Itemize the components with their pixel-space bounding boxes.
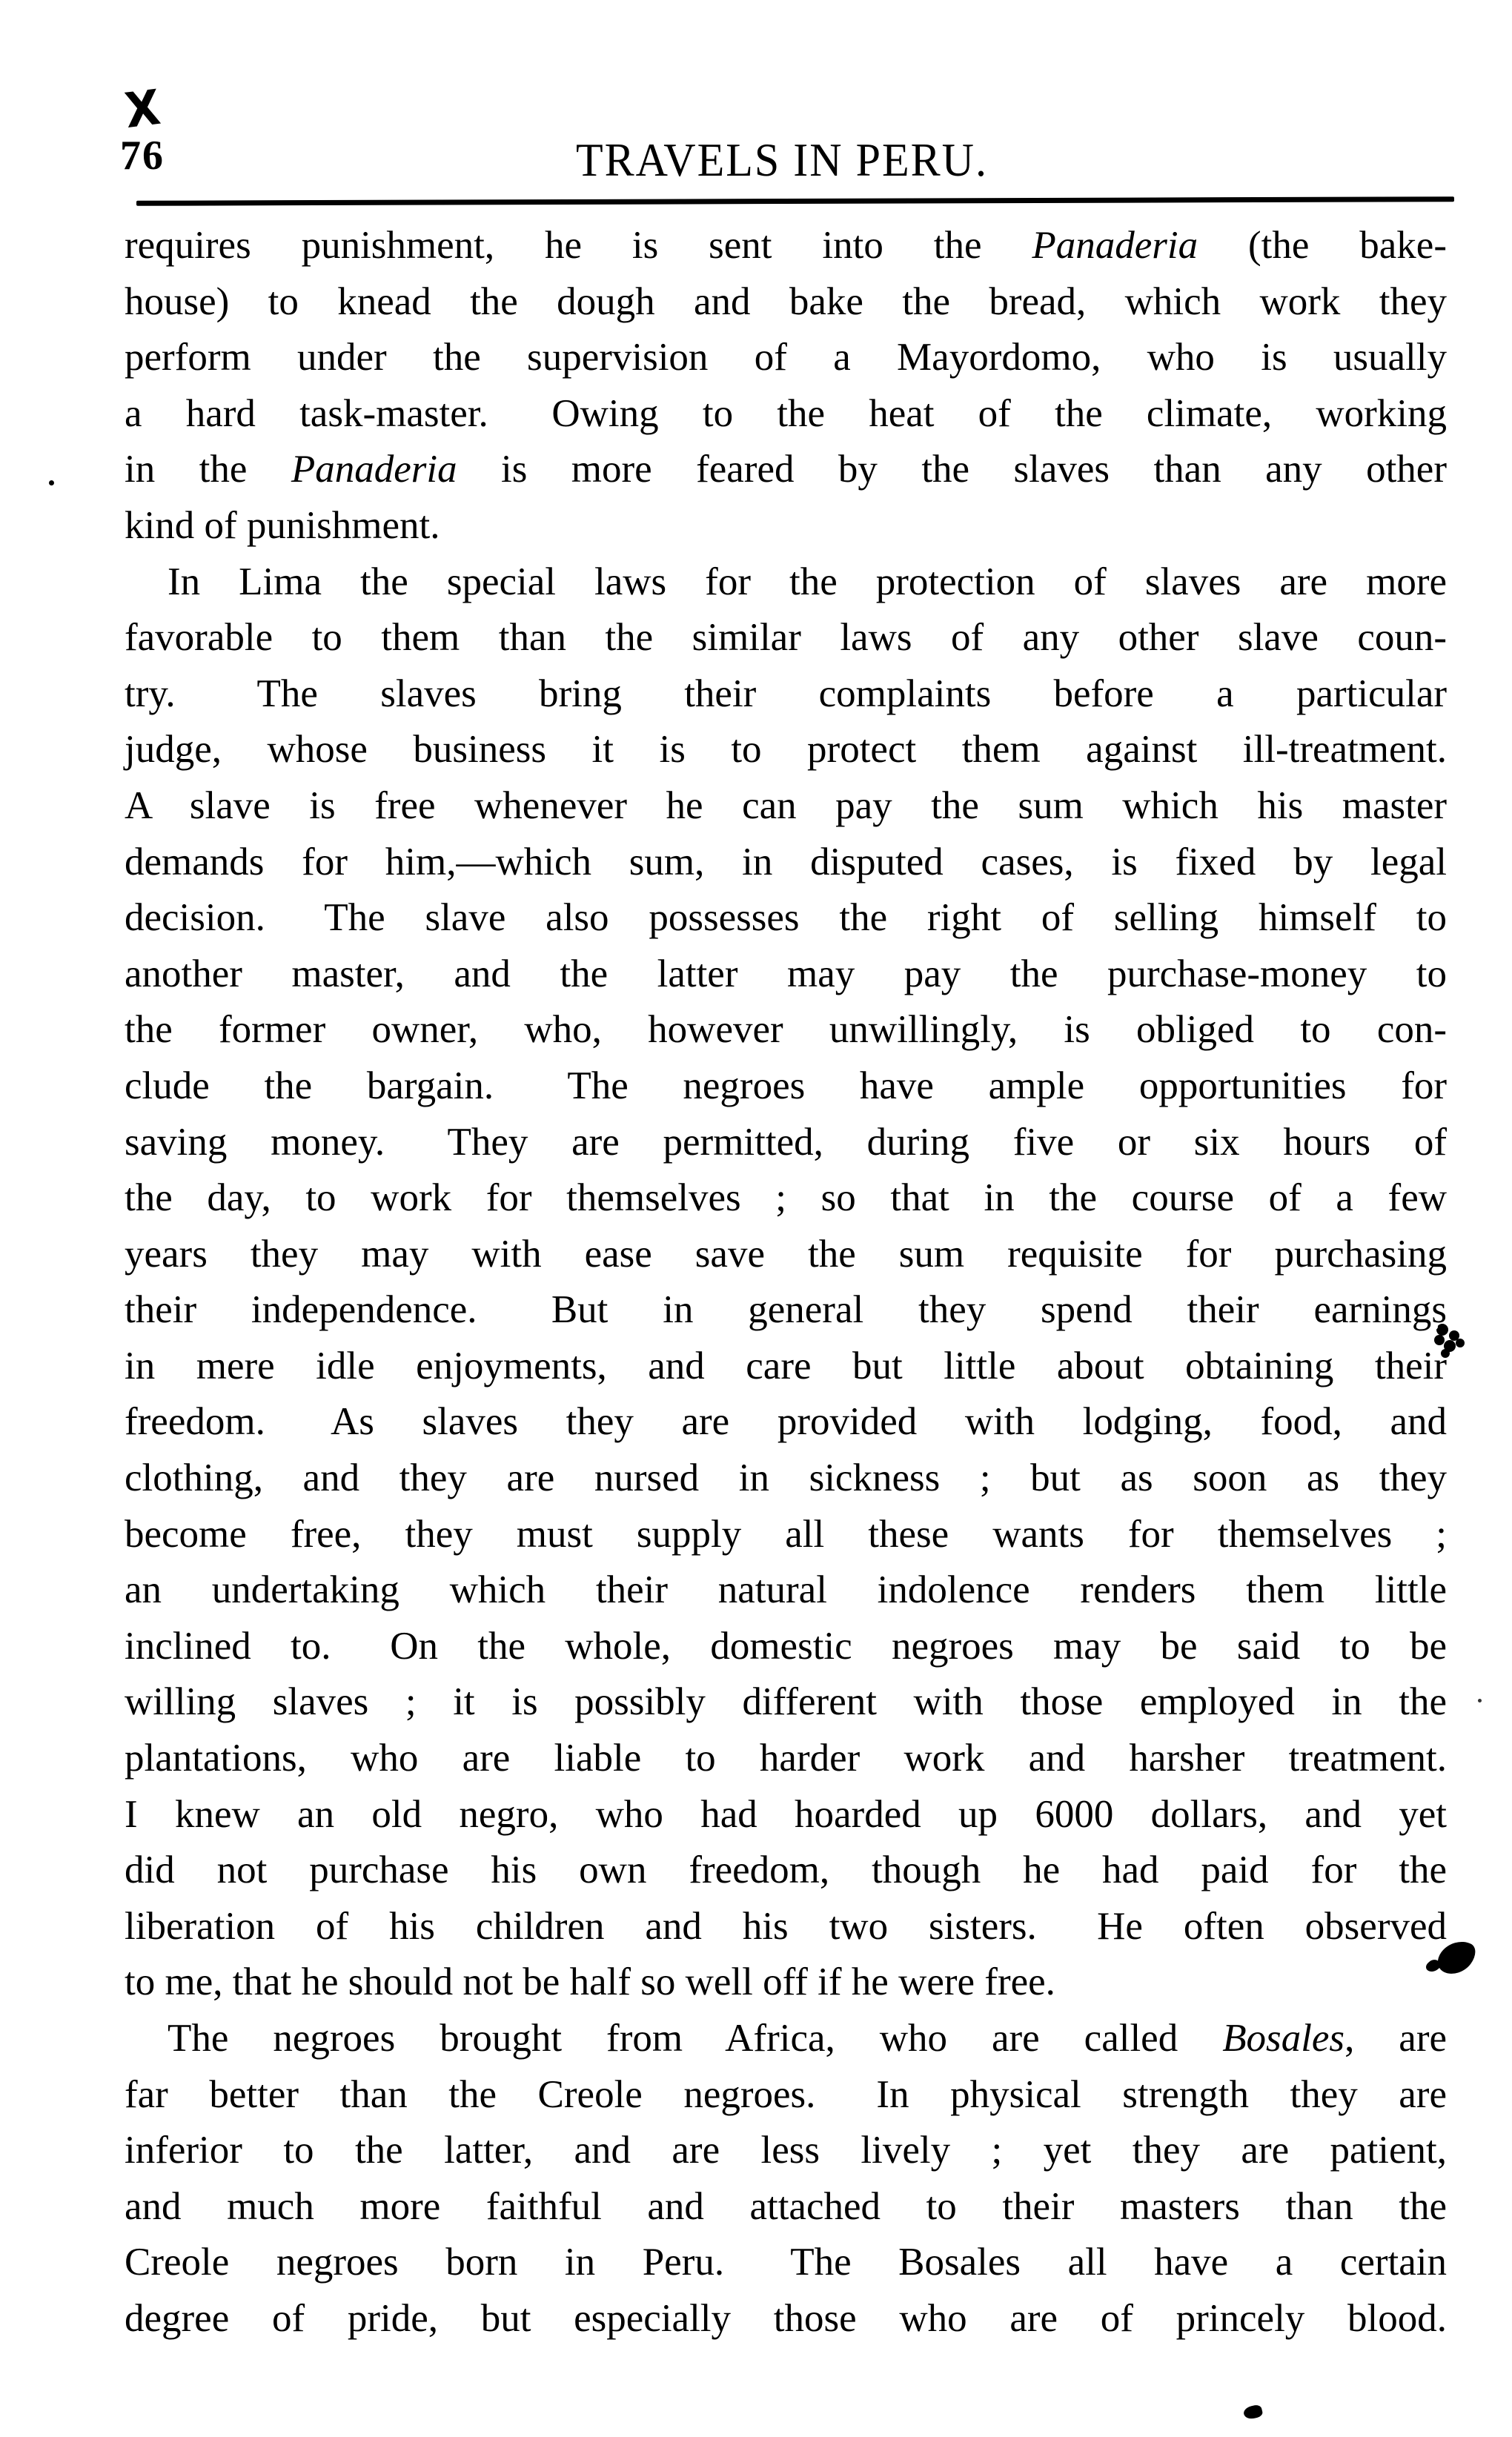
text-segment: , are xyxy=(1344,2017,1447,2060)
text-line xyxy=(125,1562,1447,1619)
text-line xyxy=(125,1282,1447,1339)
text-line xyxy=(125,722,1447,778)
body-text xyxy=(125,218,1447,2347)
text-line xyxy=(125,1899,1447,1955)
text-line xyxy=(125,330,1447,386)
text-line xyxy=(125,386,1447,442)
text-segment: a hard task-master. Owing to the heat of the climate, working xyxy=(125,391,1447,435)
text-line xyxy=(125,2291,1447,2347)
text-line xyxy=(125,666,1447,723)
text-segment: plantations, who are liable to harder work and harsher treatment. xyxy=(125,1737,1447,1780)
text-line xyxy=(125,554,1447,611)
ink-speckle-right-margin xyxy=(1432,1324,1438,1330)
text-line xyxy=(125,1450,1447,1507)
text-segment: decision. The slave also possesses the right of selling himself to xyxy=(125,896,1447,940)
text-line xyxy=(125,890,1447,946)
text-segment: Creole negroes born in Peru. The Bosales all have a certain xyxy=(125,2241,1447,2284)
text-segment: try. The slaves bring their complaints before a particular xyxy=(125,672,1447,715)
text-line xyxy=(125,1954,1447,2011)
text-line xyxy=(125,1394,1447,1450)
text-line xyxy=(125,946,1447,1003)
text-segment: requires punishment, he is sent into the xyxy=(125,224,1032,267)
text-segment: become free, they must supply all these wants for themselves ; xyxy=(125,1512,1447,1556)
text-segment: demands for him,—which sum, in disputed cases, is fixed by legal xyxy=(125,840,1447,883)
text-segment: inclined to. On the whole, domestic negroes may be said to be xyxy=(125,1624,1447,1668)
text-segment: house) to knead the dough and bake the bread, which work they xyxy=(125,279,1447,323)
text-segment: years they may with ease save the sum requisite for purchasing xyxy=(125,1232,1447,1276)
header-rule xyxy=(136,196,1454,206)
text-line xyxy=(125,498,1447,554)
text-segment: The negroes brought from Africa, who are called xyxy=(168,2017,1223,2060)
text-segment: judge, whose business it is to protect them against ill-treatment. xyxy=(125,728,1447,772)
text-segment: A slave is free whenever he can pay the sum which his master xyxy=(125,783,1447,827)
text-line xyxy=(125,1115,1447,1171)
text-segment: liberation of his children and his two sisters. He often observed xyxy=(125,1904,1447,1948)
text-segment: to me, that he should not be half so well off if he were free. xyxy=(125,1960,1055,2004)
text-segment: saving money. They are permitted, during five or six hours of xyxy=(125,1120,1447,1164)
text-segment: another master, and the latter may pay the purchase-money to xyxy=(125,952,1447,995)
text-segment: (the bake- xyxy=(1198,224,1447,267)
text-segment: and much more faithful and attached to their masters than the xyxy=(125,2184,1447,2228)
text-line xyxy=(125,1170,1447,1227)
italic-text-segment: Panaderia xyxy=(291,448,457,491)
text-line xyxy=(125,1619,1447,1675)
text-line xyxy=(125,1002,1447,1058)
text-line xyxy=(125,274,1447,331)
text-segment: favorable to them than the similar laws of any other slave coun- xyxy=(125,616,1447,660)
text-line xyxy=(125,1674,1447,1731)
text-segment: freedom. As slaves they are provided with lodging, food, and xyxy=(125,1400,1447,1444)
italic-text-segment: Panaderia xyxy=(1032,224,1198,267)
text-segment: far better than the Creole negroes. In physical strength they are xyxy=(125,2072,1447,2116)
text-segment: is more feared by the slaves than any other xyxy=(457,448,1447,491)
text-line xyxy=(125,610,1447,666)
ink-blot-bottom xyxy=(1242,2404,1263,2421)
text-segment: the former owner, who, however unwillingly, is obliged to con- xyxy=(125,1008,1447,1052)
text-segment: kind of punishment. xyxy=(125,503,440,547)
ink-dot-right-margin xyxy=(1478,1699,1482,1702)
text-segment: in mere idle enjoyments, and care but little about obtaining their xyxy=(125,1344,1447,1387)
text-line xyxy=(125,1731,1447,1787)
text-line xyxy=(125,442,1447,498)
text-line xyxy=(125,2011,1447,2067)
text-line xyxy=(125,835,1447,891)
text-line xyxy=(125,2067,1447,2123)
text-line xyxy=(125,1227,1447,1283)
text-segment: degree of pride, but especially those who are of princely blood. xyxy=(125,2296,1447,2340)
text-segment: an undertaking which their natural indolence renders them little xyxy=(125,1568,1447,1612)
text-segment: I knew an old negro, who had hoarded up 6000 dollars, and yet xyxy=(125,1792,1447,1836)
text-segment: clude the bargain. The negroes have ample opportunities for xyxy=(125,1064,1447,1107)
text-line xyxy=(125,2123,1447,2179)
text-line xyxy=(125,2235,1447,2291)
italic-text-segment: Bosales xyxy=(1222,2017,1345,2060)
text-line xyxy=(125,778,1447,835)
text-line xyxy=(125,1787,1447,1843)
text-segment: the day, to work for themselves ; so that in the course of a few xyxy=(125,1176,1447,1220)
text-line xyxy=(125,218,1447,274)
text-line xyxy=(125,2179,1447,2235)
text-line xyxy=(125,1843,1447,1899)
text-segment: clothing, and they are nursed in sickness ; but as soon as they xyxy=(125,1456,1447,1500)
page-number: 76 xyxy=(120,133,165,179)
handwritten-x-mark: X xyxy=(122,79,164,139)
text-segment: inferior to the latter, and are less lively ; yet they are patient, xyxy=(125,2129,1447,2172)
text-segment: in the xyxy=(125,448,291,491)
text-segment: willing slaves ; it is possibly different with those employed in the xyxy=(125,1680,1447,1724)
ink-dot-left-margin xyxy=(49,480,54,485)
text-segment: perform under the supervision of a Mayordomo, who is usually xyxy=(125,336,1447,379)
text-line xyxy=(125,1507,1447,1563)
text-segment: In Lima the special laws for the protection of slaves are more xyxy=(168,560,1447,603)
text-line xyxy=(125,1339,1447,1395)
text-segment: their independence. But in general they spend their earnings xyxy=(125,1288,1447,1332)
running-title: TRAVELS IN PERU. xyxy=(576,134,988,186)
text-segment: did not purchase his own freedom, though he had paid for the xyxy=(125,1849,1447,1892)
text-line xyxy=(125,1058,1447,1115)
